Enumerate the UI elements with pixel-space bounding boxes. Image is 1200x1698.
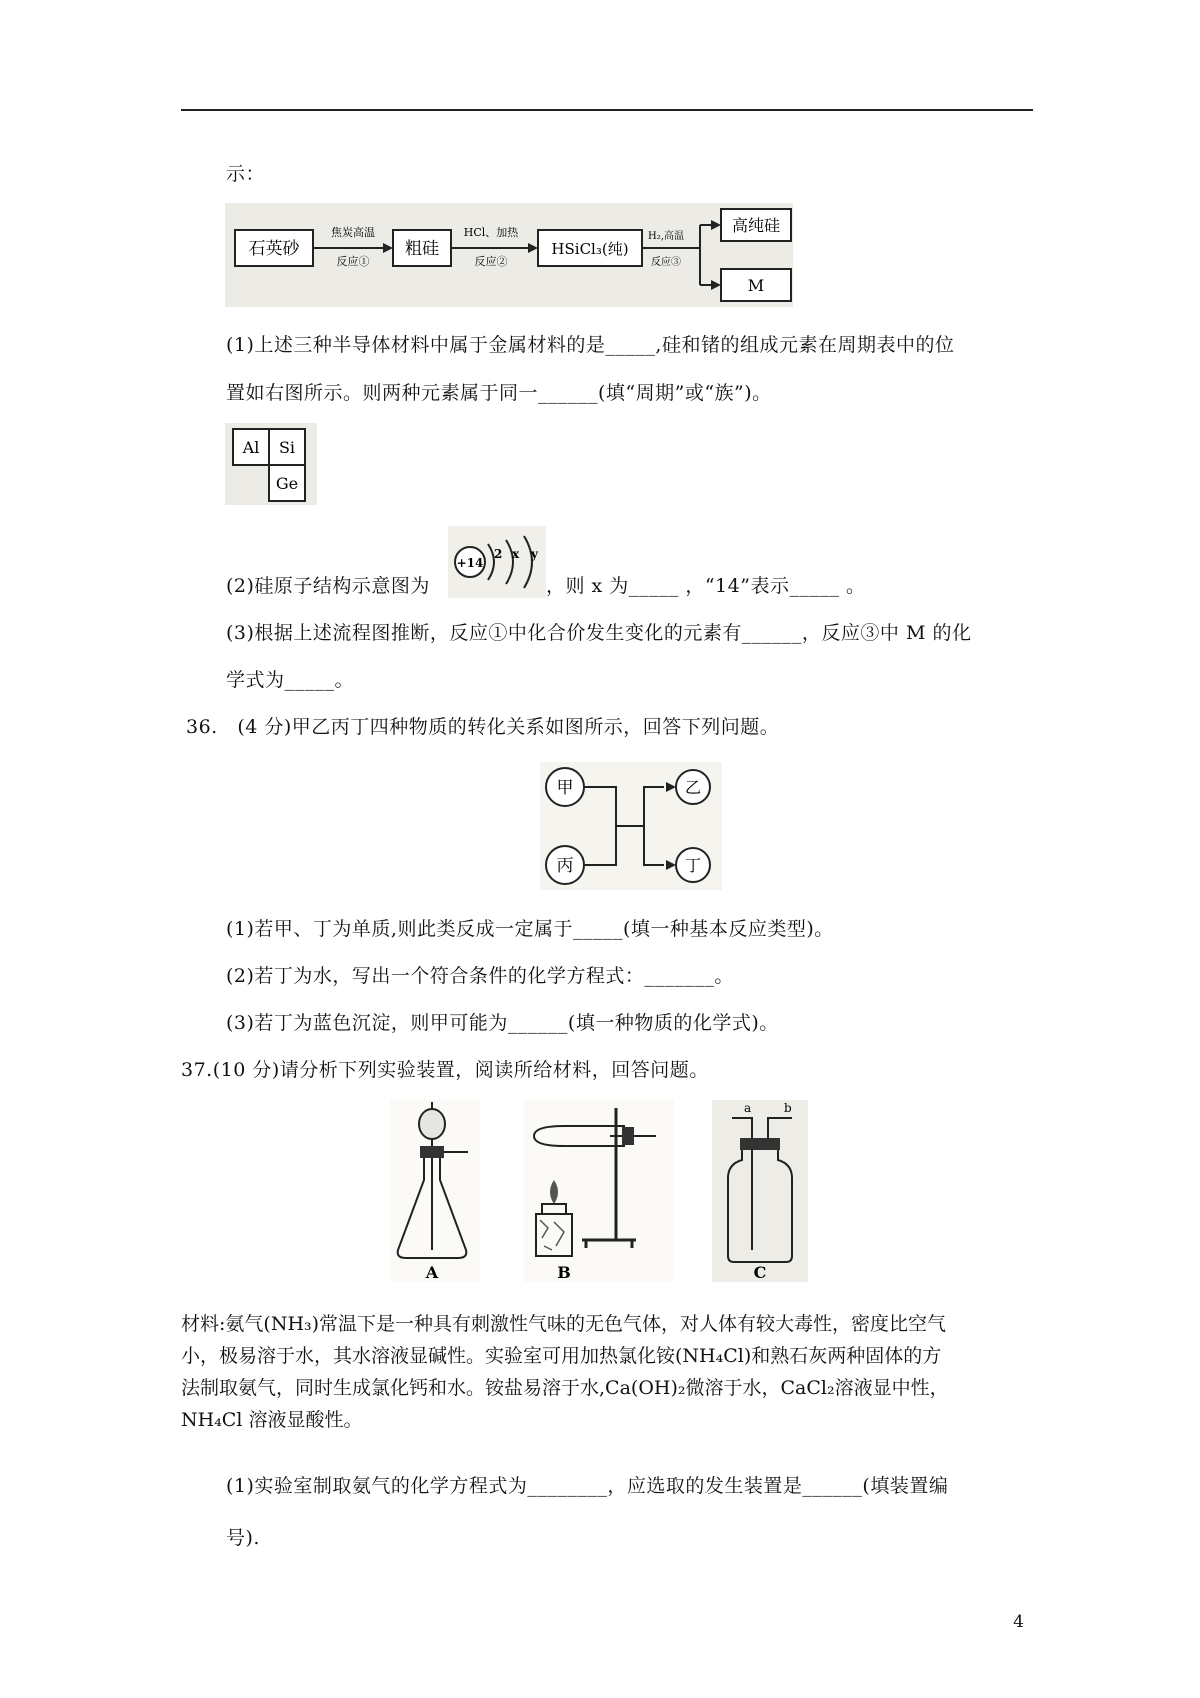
label-c: C — [753, 1263, 767, 1282]
element-al: Al — [242, 438, 260, 457]
svg-text:HSiCl₃(纯): HSiCl₃(纯) — [551, 240, 629, 258]
tube-label-b: b — [784, 1101, 792, 1115]
q35-p2-label: (2)硅原子结构示意图为 — [226, 575, 430, 597]
q37-p1-line1: (1)实验室制取氨气的化学方程式为________，应选取的发生装置是______(填装置编 — [226, 1475, 949, 1497]
shell-2: x — [512, 547, 520, 561]
box-label: 石英砂 — [248, 239, 300, 259]
svg-text:反应①: 反应① — [336, 255, 370, 268]
apparatus-c — [712, 1100, 808, 1282]
q35-p1-line1: (1)上述三种半导体材料中属于金属材料的是_____,硅和锗的组成元素在周期表中的位 — [226, 334, 955, 356]
conversion-diagram — [540, 762, 722, 890]
label-b: B — [557, 1263, 571, 1282]
header-rule — [181, 109, 1033, 111]
svg-text:M: M — [747, 276, 765, 295]
node-ding: 丁 — [684, 856, 702, 875]
node-yi: 乙 — [684, 778, 702, 797]
apparatus-b — [524, 1100, 674, 1282]
q36-p2: (2)若丁为水，写出一个符合条件的化学方程式：_______。 — [226, 965, 734, 987]
q35-p3-line2: 学式为_____。 — [226, 669, 355, 691]
q35-p3-line1: (3)根据上述流程图推断，反应①中化合价发生变化的元素有______，反应③中 M 的化 — [226, 622, 972, 644]
q36-p1: (1)若甲、丁为单质,则此类反成一定属于_____(填一种基本反应类型)。 — [226, 918, 834, 940]
node-jia: 甲 — [556, 778, 574, 798]
svg-text:粗硅: 粗硅 — [405, 239, 439, 259]
apparatus-a — [390, 1100, 480, 1282]
label-a: A — [425, 1263, 439, 1282]
q35-p1-line2: 置如右图所示。则两种元素属于同一______(填“周期”或“族”)。 — [226, 382, 772, 404]
svg-text:反应②: 反应② — [474, 255, 508, 268]
shell-3: y — [531, 547, 538, 561]
flow-lead: 示： — [226, 163, 266, 185]
silicon-flowchart — [225, 203, 793, 307]
page-number: 4 — [1013, 1612, 1024, 1632]
q35-p2-rest: ，则 x 为_____ ，“14”表示_____ 。 — [546, 575, 866, 597]
svg-text:HCl、加热: HCl、加热 — [463, 226, 519, 239]
shell-1: 2 — [494, 547, 503, 561]
node-bing: 丙 — [556, 856, 574, 876]
silicon-atom-diagram — [448, 526, 546, 598]
q37-p1-line2: 号). — [226, 1527, 260, 1549]
q36-p3: (3)若丁为蓝色沉淀，则甲可能为______(填一种物质的化学式)。 — [226, 1012, 779, 1034]
element-ge: Ge — [275, 474, 299, 493]
q36-title: 36. (4 分)甲乙丙丁四种物质的转化关系如图所示，回答下列问题。 — [186, 716, 780, 738]
svg-text:焦炭高温: 焦炭高温 — [331, 226, 375, 239]
svg-text:反应③: 反应③ — [651, 257, 681, 268]
tube-label-a: a — [744, 1101, 752, 1115]
svg-text:高纯硅: 高纯硅 — [731, 216, 781, 235]
element-si: Si — [278, 438, 296, 457]
nucleus-charge: +14 — [456, 556, 484, 570]
svg-text:H₂,高温: H₂,高温 — [648, 231, 684, 242]
q37-title: 37.(10 分)请分析下列实验装置，阅读所给材料，回答问题。 — [181, 1059, 709, 1081]
material-paragraph: 材料:氨气(NH₃)常温下是一种具有刺激性气味的无色气体，对人体有较大毒性，密度比空气 小，极易溶于水，其水溶液显碱性。实验室可用加热氯化铵(NH₄Cl)和熟石灰两种固体的方 法制取氨气，同时生成氯化钙和水。铵盐易溶于水,Ca(OH)₂微溶于水，CaCl₂溶液显中性， NH₄Cl 溶液显酸性。 — [181, 1313, 949, 1431]
periodic-table-fragment — [225, 423, 317, 505]
